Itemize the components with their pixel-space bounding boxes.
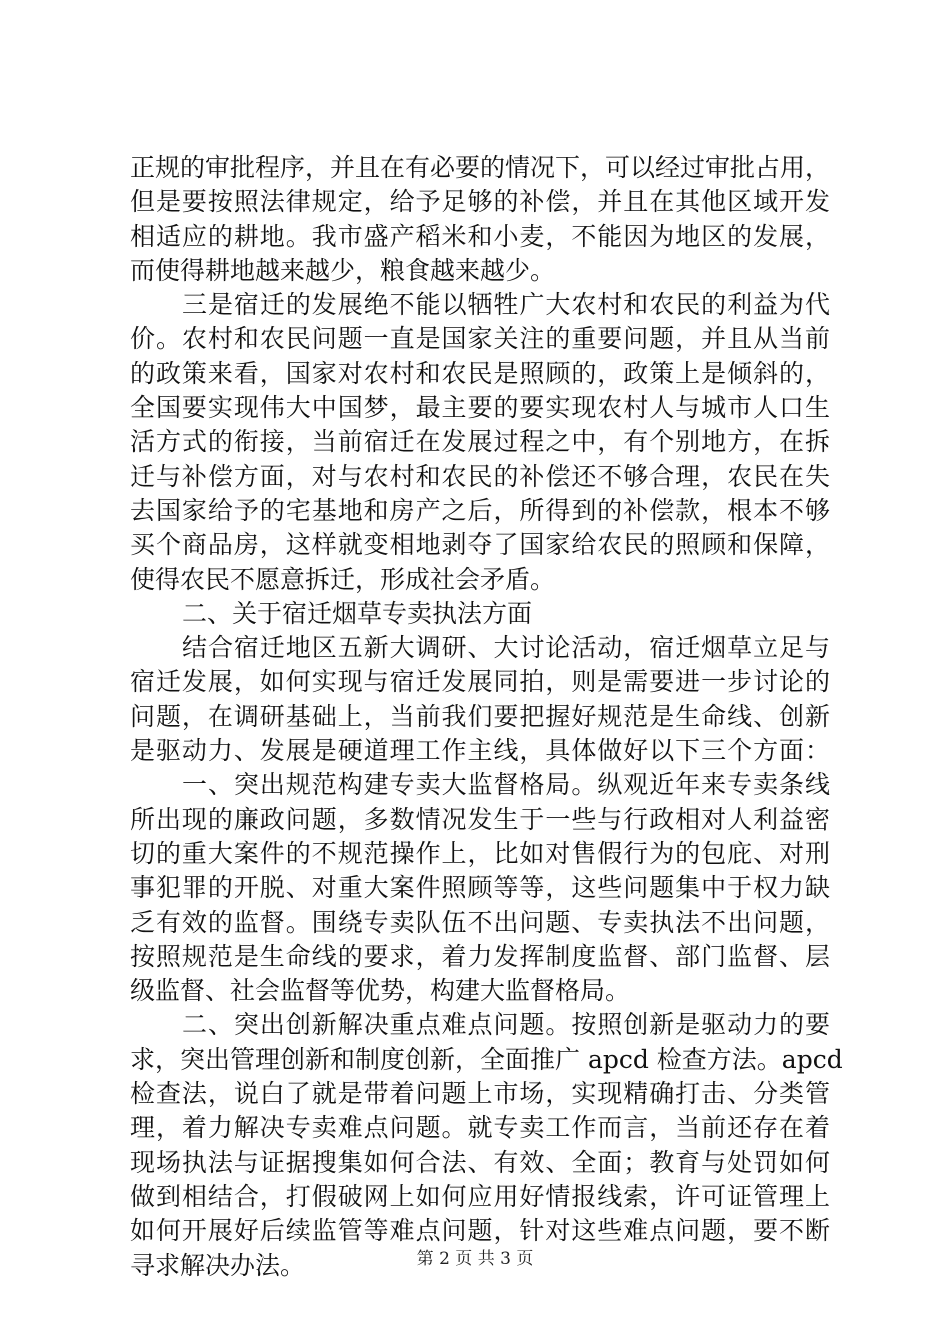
- text-line: 切的重大案件的不规范操作上，比如对售假行为的包庇、对刑: [130, 838, 830, 868]
- text-line: 寻求解决办法。: [130, 1250, 306, 1280]
- text-line: 但是要按照法律规定，给予足够的补偿，并且在其他区域开发: [130, 187, 830, 217]
- text-line: 二、关于宿迁烟草专卖执法方面: [182, 598, 533, 628]
- text-line: 宿迁发展，如何实现与宿迁发展同拍，则是需要进一步讨论的: [130, 667, 830, 697]
- text-line: 三是宿迁的发展绝不能以牺牲广大农村和农民的利益为代: [182, 290, 830, 320]
- text-line: 的政策来看，国家对农村和农民是照顾的，政策上是倾斜的，: [130, 358, 830, 388]
- text-line: 价。农村和农民问题一直是国家关注的重要问题，并且从当前: [130, 324, 830, 354]
- text-line: 所出现的廉政问题，多数情况发生于一些与行政相对人利益密: [130, 804, 830, 834]
- text-line: 检查法，说白了就是带着问题上市场，实现精确打击、分类管: [130, 1079, 830, 1109]
- text-line: 结合宿迁地区五新大调研、大讨论活动，宿迁烟草立足与: [182, 633, 830, 663]
- text-line: 正规的审批程序，并且在有必要的情况下，可以经过审批占用，: [130, 153, 831, 182]
- text-line: 而使得耕地越来越少，粮食越来越少。: [130, 255, 556, 285]
- text-line: 是驱动力、发展是硬道理工作主线，具体做好以下三个方面：: [130, 736, 830, 766]
- text-line: 如何开展好后续监管等难点问题，针对这些难点问题，要不断: [130, 1216, 830, 1246]
- text-line: 级监督、社会监督等优势，构建大监督格局。: [130, 976, 631, 1006]
- text-line: 事犯罪的开脱、对重大案件照顾等等，这些问题集中于权力缺: [130, 873, 830, 903]
- text-line: 二、突出创新解决重点难点问题。按照创新是驱动力的要: [182, 1010, 830, 1040]
- text-line: 买个商品房，这样就变相地剥夺了国家给农民的照顾和保障，: [130, 530, 830, 560]
- text-line: 问题，在调研基础上，当前我们要把握好规范是生命线、创新: [130, 701, 830, 731]
- text-line: 做到相结合，打假破网上如何应用好情报线索，许可证管理上: [130, 1181, 830, 1211]
- text-line: 活方式的衔接，当前宿迁在发展过程之中，有个别地方，在拆: [130, 427, 830, 457]
- text-line: 理，着力解决专卖难点问题。就专卖工作而言，当前还存在着: [130, 1113, 830, 1143]
- text-line: 迁与补偿方面，对与农村和农民的补偿还不够合理，农民在失: [130, 461, 830, 491]
- text-line: 乏有效的监督。围绕专卖队伍不出问题、专卖执法不出问题，: [130, 907, 830, 937]
- text-line: 去国家给予的宅基地和房产之后，所得到的补偿款，根本不够: [130, 495, 830, 525]
- text-line: 一、突出规范构建专卖大监督格局。纵观近年来专卖条线: [182, 770, 830, 800]
- text-line: 求，突出管理创新和制度创新，全面推广 apcd 检查方法。apcd: [130, 1044, 843, 1074]
- text-line: 相适应的耕地。我市盛产稻米和小麦，不能因为地区的发展，: [130, 221, 830, 251]
- page-footer: 第 2 页 共 3 页: [416, 1249, 534, 1269]
- text-line: 现场执法与证据搜集如何合法、有效、全面；教育与处罚如何: [130, 1147, 830, 1177]
- text-line: 使得农民不愿意拆迁，形成社会矛盾。: [130, 564, 556, 594]
- document-body: [130, 151, 843, 1283]
- text-line: 按照规范是生命线的要求，着力发挥制度监督、部门监督、层: [130, 941, 830, 971]
- text-line: 全国要实现伟大中国梦，最主要的要实现农村人与城市人口生: [130, 393, 830, 423]
